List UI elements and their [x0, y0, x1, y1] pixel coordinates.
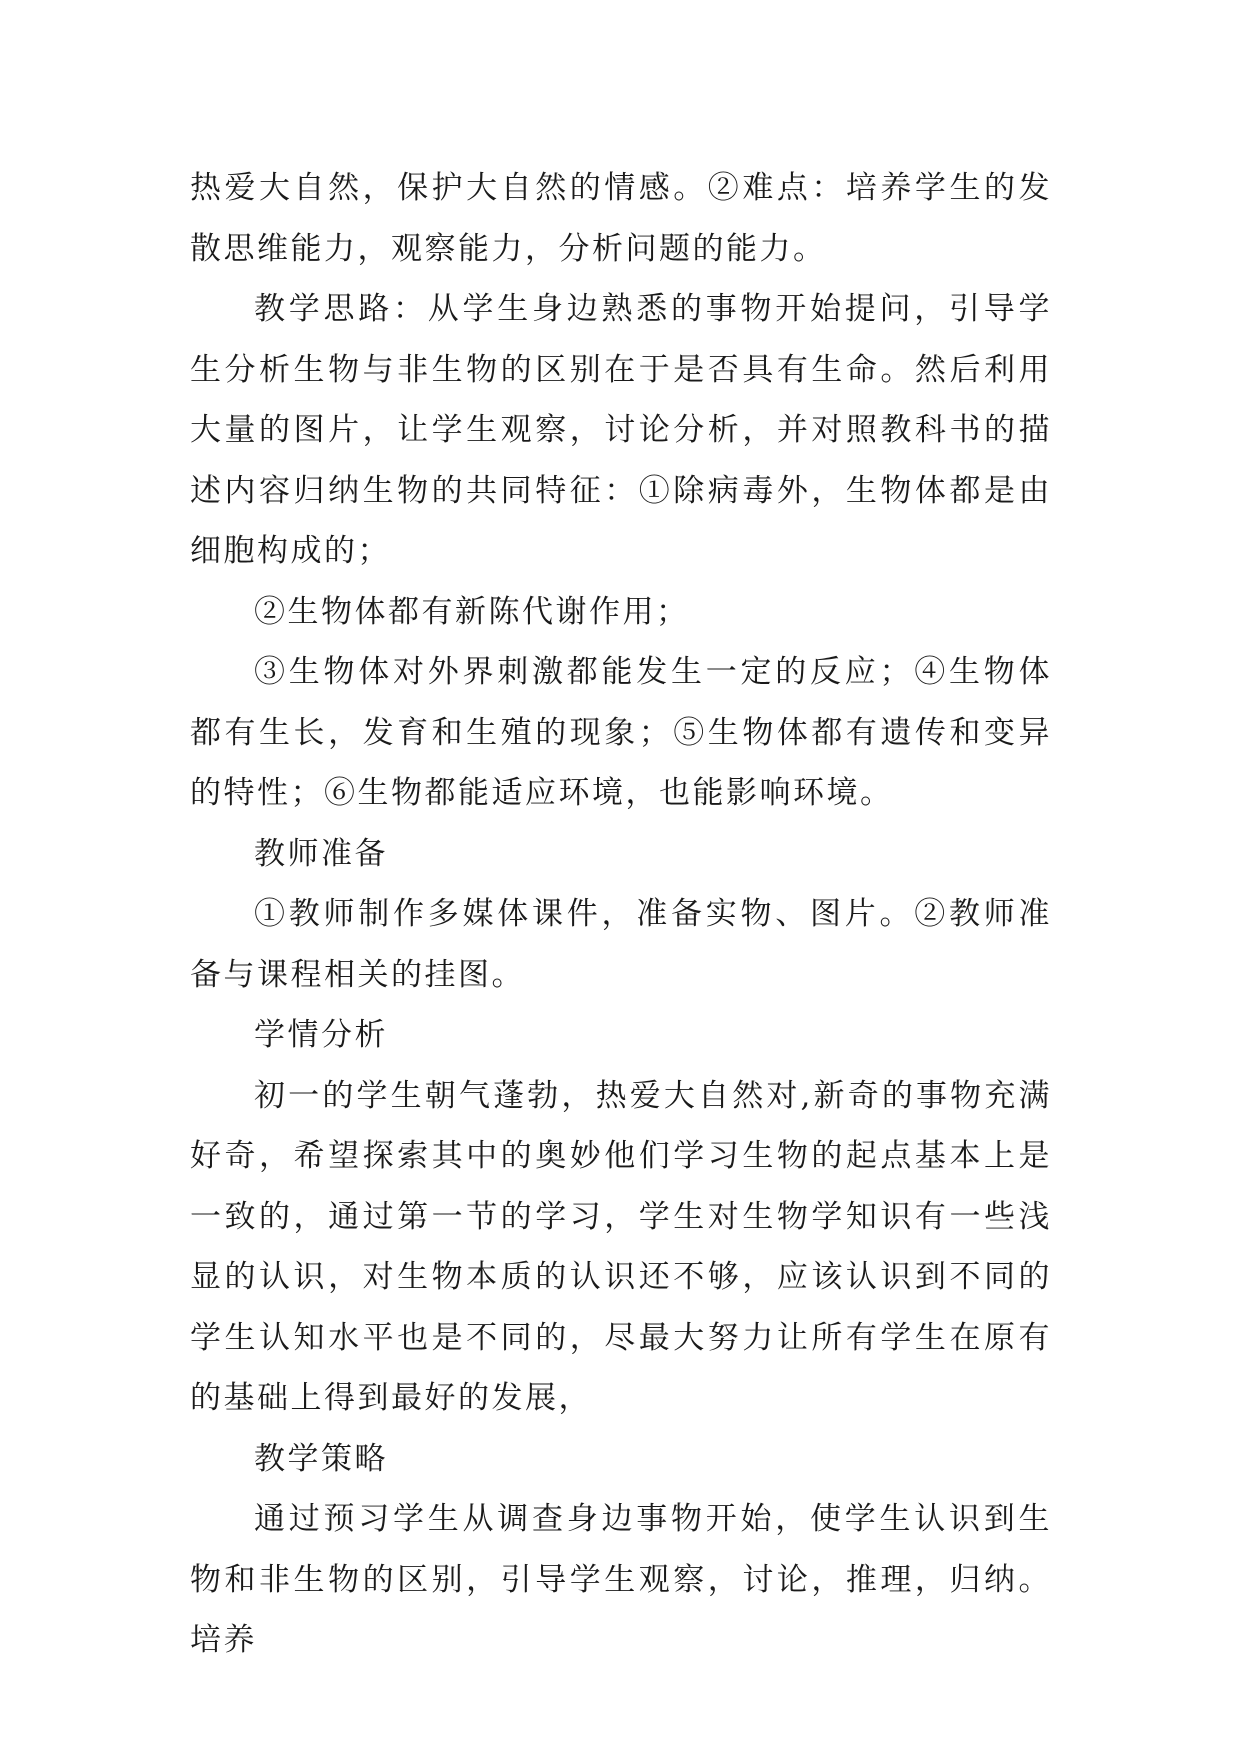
paragraph-teacher-preparation: ①教师制作多媒体课件，准备实物、图片。②教师准备与课程相关的挂图。	[190, 896, 1052, 993]
heading-teacher-preparation: 教师准备	[254, 835, 388, 872]
paragraph-teaching-strategy: 通过预习学生从调查身边事物开始，使学生认识到生物和非生物的区别，引导学生观察，讨论，推理，归纳。培养	[190, 1501, 1052, 1658]
heading-student-analysis: 学情分析	[254, 1017, 388, 1053]
paragraph-student-analysis: 初一的学生朝气蓬勃，热爱大自然对,新奇的事物充满好奇，希望探索其中的奥妙他们学习生物的起点基本上是一致的，通过第一节的学习，学生对生物学知识有一些浅显的认识，对生物本质的认识还不够，应该认识到不同的学生认知水平也是不同的，尽最大努力让所有学生在原有的基础上得到最好的发展，	[190, 1077, 1052, 1416]
paragraph-objectives-continued: 热爱大自然，保护大自然的情感。②难点：培养学生的发散思维能力，观察能力，分析问题的能力。	[190, 170, 1052, 267]
document-body	[190, 158, 1052, 1671]
paragraph-teaching-approach: 教学思路：从学生身边熟悉的事物开始提问，引导学生分析生物与非生物的区别在于是否具有生命。然后利用大量的图片，让学生观察，讨论分析，并对照教科书的描述内容归纳生物的共同特征：①除病毒外，生物体都是由细胞构成的；	[190, 291, 1052, 569]
heading-teaching-strategy: 教学策略	[254, 1440, 388, 1477]
paragraph-feature-list: ③生物体对外界刺激都能发生一定的反应；④生物体都有生长，发育和生殖的现象；⑤生物体都有遗传和变异的特性；⑥生物都能适应环境，也能影响环境。	[190, 654, 1052, 811]
paragraph-feature-metabolism: ②生物体都有新陈代谢作用；	[254, 593, 690, 630]
